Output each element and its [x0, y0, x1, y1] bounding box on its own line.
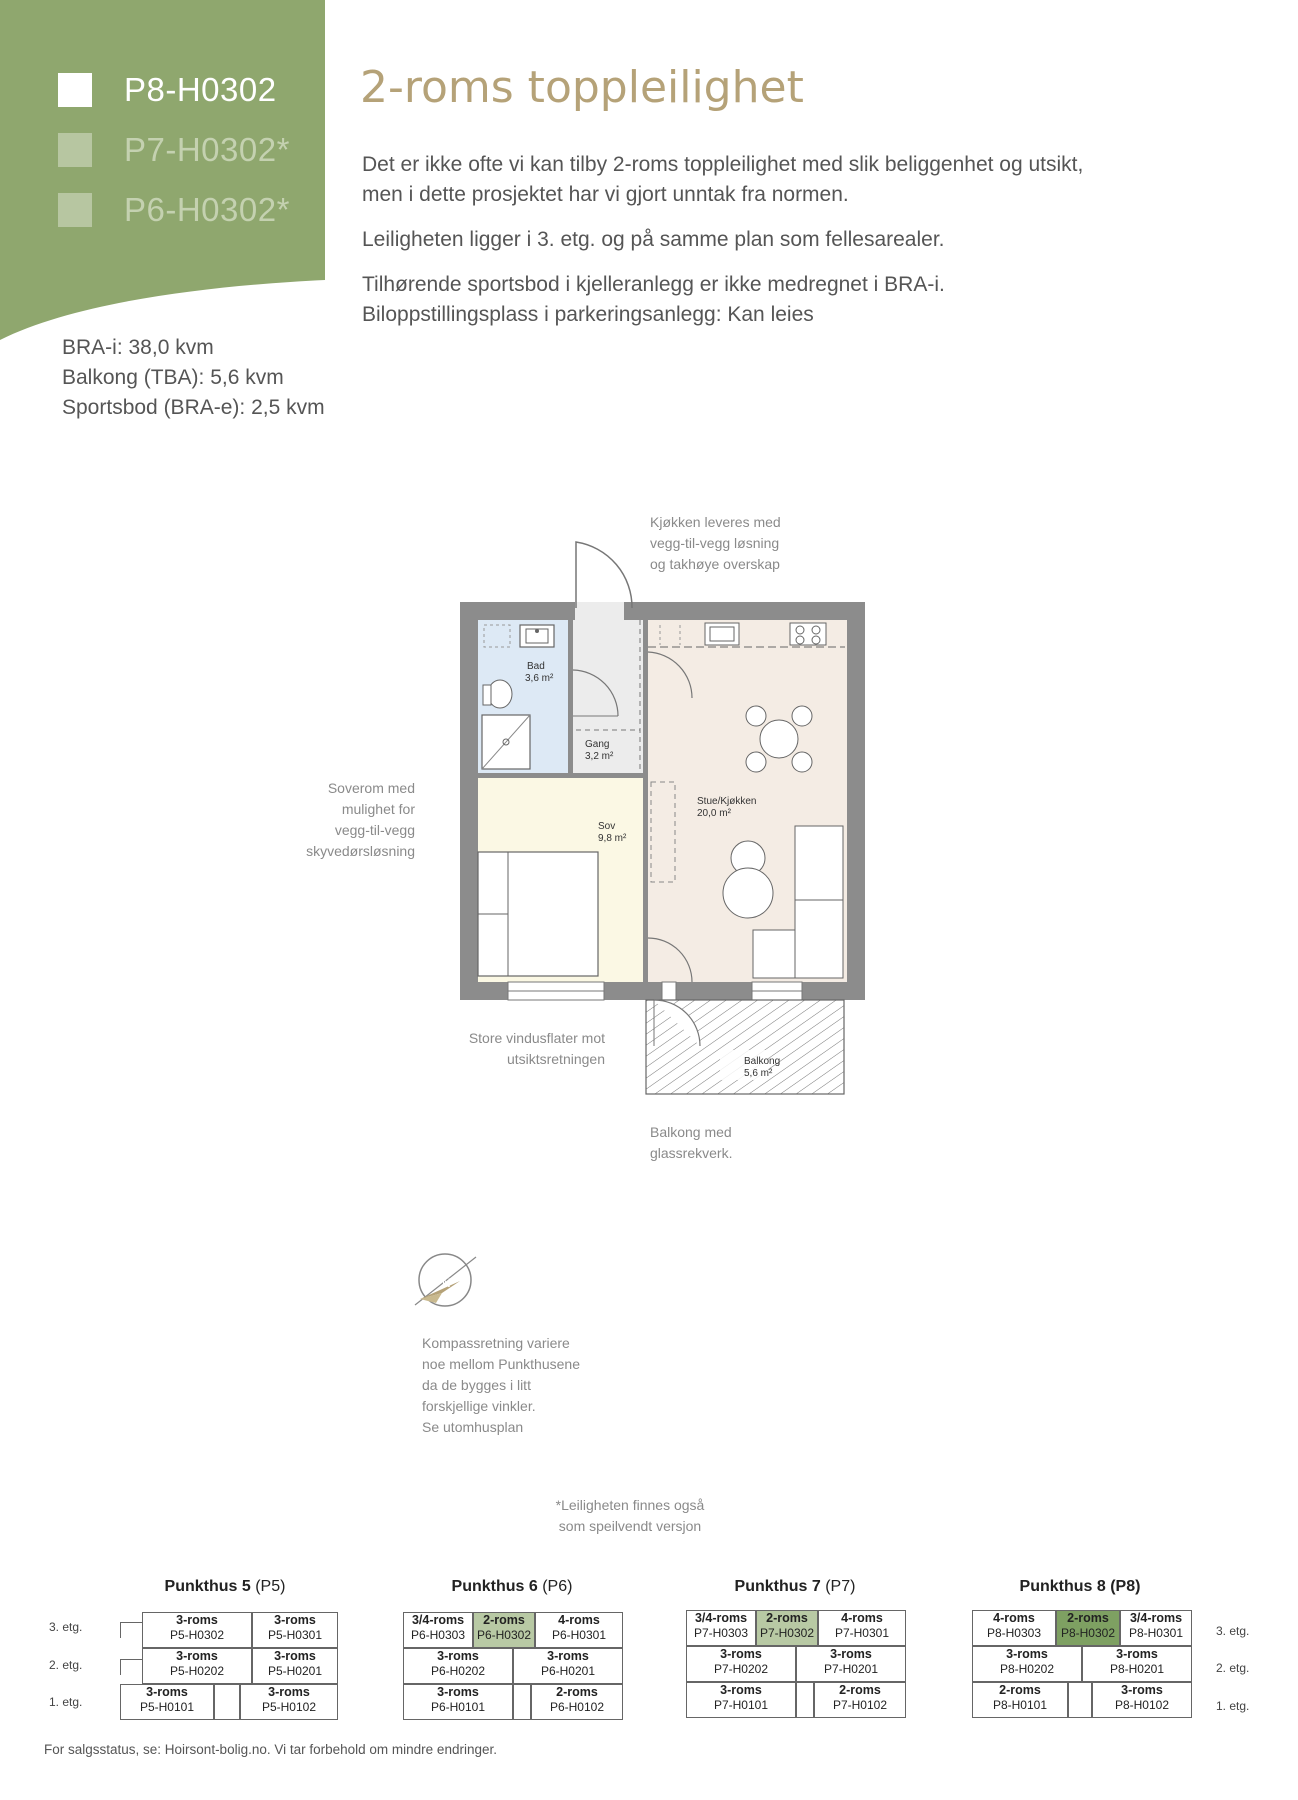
unit-cell: 3/4-roms P7-H0303	[686, 1610, 756, 1646]
unit-label: P6-H0302*	[124, 191, 290, 228]
unit-selector-p8[interactable]	[58, 70, 277, 110]
kitchen-note: Kjøkken leveres med vegg-til-vegg løsning og takhøye overskap	[650, 514, 781, 572]
room-area-stue: 20,0 m²	[697, 808, 731, 819]
unit-cell: 2-roms P8-H0101	[972, 1682, 1068, 1718]
area-summary	[62, 333, 325, 423]
room-area-bad: 3,6 m²	[525, 673, 554, 684]
description-paragraph: Leiligheten ligger i 3. etg. og på samme plan som fellesarealer.	[362, 228, 945, 251]
floor-label: 2. etg.	[1216, 1661, 1250, 1675]
building-title-p8: Punkthus 8 (P8)	[1019, 1578, 1141, 1595]
area-balkong: Balkong (TBA): 5,6 kvm	[62, 366, 284, 389]
room-label-balkong: Balkong	[744, 1056, 781, 1067]
unit-label: P8-H0302	[124, 71, 277, 108]
windows-note: Store vindusflater mot utsiktsretningen	[468, 1030, 605, 1067]
page-title: 2-roms toppleilighet	[360, 62, 804, 113]
building-title-p5: Punkthus 5 (P5)	[164, 1578, 286, 1595]
building-title-p6: Punkthus 6 (P6)	[451, 1578, 573, 1595]
unit-cell: 2-roms P7-H0102	[814, 1682, 906, 1718]
floor-label: 2. etg.	[49, 1658, 83, 1672]
room-label-bad: Bad	[527, 661, 545, 672]
unit-cell: 4-roms P7-H0301	[818, 1610, 906, 1646]
floor-label: 1. etg.	[1216, 1699, 1250, 1713]
room-label-stue: Stue/Kjøkken	[697, 796, 757, 807]
room-area-gang: 3,2 m²	[585, 751, 614, 762]
compass-note: Kompassretning variere noe mellom Punkthusene da de bygges i litt forskjellige vinkler. Se utomhusplan	[422, 1335, 580, 1435]
room-label-gang: Gang	[585, 739, 610, 750]
floor-label: 3. etg.	[1216, 1624, 1250, 1638]
unit-cell-highlight: 2-roms P8-H0302	[1056, 1610, 1120, 1646]
unit-cell: 3-roms P5-H0301	[252, 1612, 338, 1648]
area-bra-i: BRA-i: 38,0 kvm	[62, 336, 214, 359]
unit-cell: 3-roms P8-H0202	[972, 1646, 1082, 1682]
room-area-sov: 9,8 m²	[598, 833, 627, 844]
bedroom-note: Soverom med mulighet for vegg-til-vegg skyvedørsløsning	[306, 780, 415, 859]
footer-disclaimer: For salgsstatus, se: Hoirsont-bolig.no. Vi tar forbehold om mindre endringer.	[44, 1742, 497, 1757]
unit-cell: 3-roms P5-H0201	[252, 1648, 338, 1684]
unit-cell: 3/4-roms P8-H0301	[1120, 1610, 1192, 1646]
floor-label: 3. etg.	[49, 1620, 83, 1634]
mirror-note: *Leiligheten finnes også som speilvendt versjon	[555, 1497, 705, 1534]
unit-cell: 3-roms P7-H0202	[686, 1646, 796, 1682]
building-title-p7: Punkthus 7 (P7)	[734, 1578, 856, 1595]
compass-north-label: N	[442, 1276, 451, 1290]
room-label-sov: Sov	[598, 821, 616, 832]
unit-cell: 3-roms P5-H0302	[142, 1612, 252, 1648]
unit-cell: 3-roms P8-H0201	[1082, 1646, 1192, 1682]
unit-marker-icon	[58, 193, 92, 227]
unit-cell: 4-roms P6-H0301	[535, 1612, 623, 1648]
floor-label: 1. etg.	[49, 1695, 83, 1709]
unit-cell: 3-roms P6-H0101	[403, 1684, 513, 1720]
unit-cell: 3-roms P5-H0101	[120, 1684, 214, 1720]
unit-cell: 3-roms P5-H0102	[240, 1684, 338, 1720]
compass-icon	[412, 1247, 482, 1317]
unit-cell: 3-roms P7-H0101	[686, 1682, 796, 1718]
unit-cell-highlight: 2-roms P6-H0302	[473, 1612, 535, 1648]
unit-cell: 2-roms P6-H0102	[531, 1684, 623, 1720]
floor-plan	[440, 530, 870, 1100]
area-sportsbod: Sportsbod (BRA-e): 2,5 kvm	[62, 396, 325, 419]
unit-cell: 3-roms P5-H0202	[142, 1648, 252, 1684]
unit-label: P7-H0302*	[124, 131, 290, 168]
description-paragraph: Tilhørende sportsbod i kjelleranlegg er ikke medregnet i BRA-i. Biloppstillingsplass i parkeringsanlegg: Kan leies	[362, 273, 945, 326]
unit-selector-p7[interactable]	[58, 130, 290, 170]
balcony-note: Balkong med glassrekverk.	[650, 1124, 733, 1161]
header-corner-shape	[0, 0, 325, 345]
unit-selector-p6[interactable]	[58, 190, 290, 230]
unit-cell: 3-roms P8-H0102	[1092, 1682, 1192, 1718]
description-paragraph: Det er ikke ofte vi kan tilby 2-roms toppleilighet med slik beliggenhet og utsikt, men i dette prosjektet har vi gjort unntak fra normen.	[362, 153, 1084, 206]
unit-cell: 3/4-roms P6-H0303	[403, 1612, 473, 1648]
unit-cell: 3-roms P6-H0201	[513, 1648, 623, 1684]
room-area-balkong: 5,6 m²	[744, 1068, 773, 1079]
unit-cell: 3-roms P6-H0202	[403, 1648, 513, 1684]
unit-cell-highlight: 2-roms P7-H0302	[756, 1610, 818, 1646]
unit-marker-icon	[58, 73, 92, 107]
unit-cell: 3-roms P7-H0201	[796, 1646, 906, 1682]
unit-cell: 4-roms P8-H0303	[972, 1610, 1056, 1646]
unit-marker-icon	[58, 133, 92, 167]
